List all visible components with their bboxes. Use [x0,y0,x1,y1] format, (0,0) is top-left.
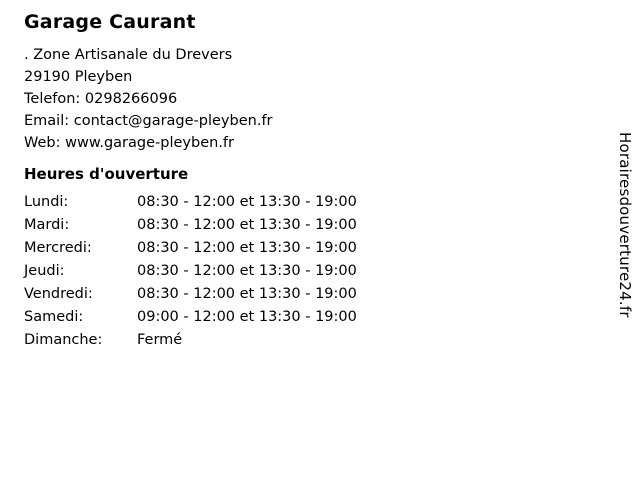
day-hours: Fermé [137,332,183,348]
day-hours: 09:00 - 12:00 et 13:30 - 19:00 [137,309,357,325]
day-label: Dimanche: [24,332,103,348]
day-hours: 08:30 - 12:00 et 13:30 - 19:00 [137,263,357,279]
table-row [24,217,357,240]
day-hours: 08:30 - 12:00 et 13:30 - 19:00 [137,217,357,233]
table-row [24,309,357,332]
table-row [24,240,357,263]
table-row [24,332,357,355]
page-title: Garage Caurant [24,11,196,33]
address-line-street: . Zone Artisanale du Drevers [24,47,233,63]
watermark-brand: Horairesdouverture24.fr [616,132,634,318]
address-line-web: Web: www.garage-pleyben.fr [24,135,234,151]
day-label: Vendredi: [24,286,93,302]
address-line-phone: Telefon: 0298266096 [24,91,178,107]
day-label: Mercredi: [24,240,92,256]
opening-hours-table [24,194,357,355]
table-row [24,194,357,217]
day-label: Mardi: [24,217,70,233]
table-row [24,263,357,286]
address-line-email: Email: contact@garage-pleyben.fr [24,113,273,129]
day-hours: 08:30 - 12:00 et 13:30 - 19:00 [137,240,357,256]
day-label: Lundi: [24,194,69,210]
day-hours: 08:30 - 12:00 et 13:30 - 19:00 [137,194,357,210]
day-hours: 08:30 - 12:00 et 13:30 - 19:00 [137,286,357,302]
address-line-city: 29190 Pleyben [24,69,133,85]
day-label: Jeudi: [24,263,65,279]
opening-hours-heading: Heures d'ouverture [24,165,189,183]
address-block [24,44,273,154]
day-label: Samedi: [24,309,84,325]
table-row [24,286,357,309]
